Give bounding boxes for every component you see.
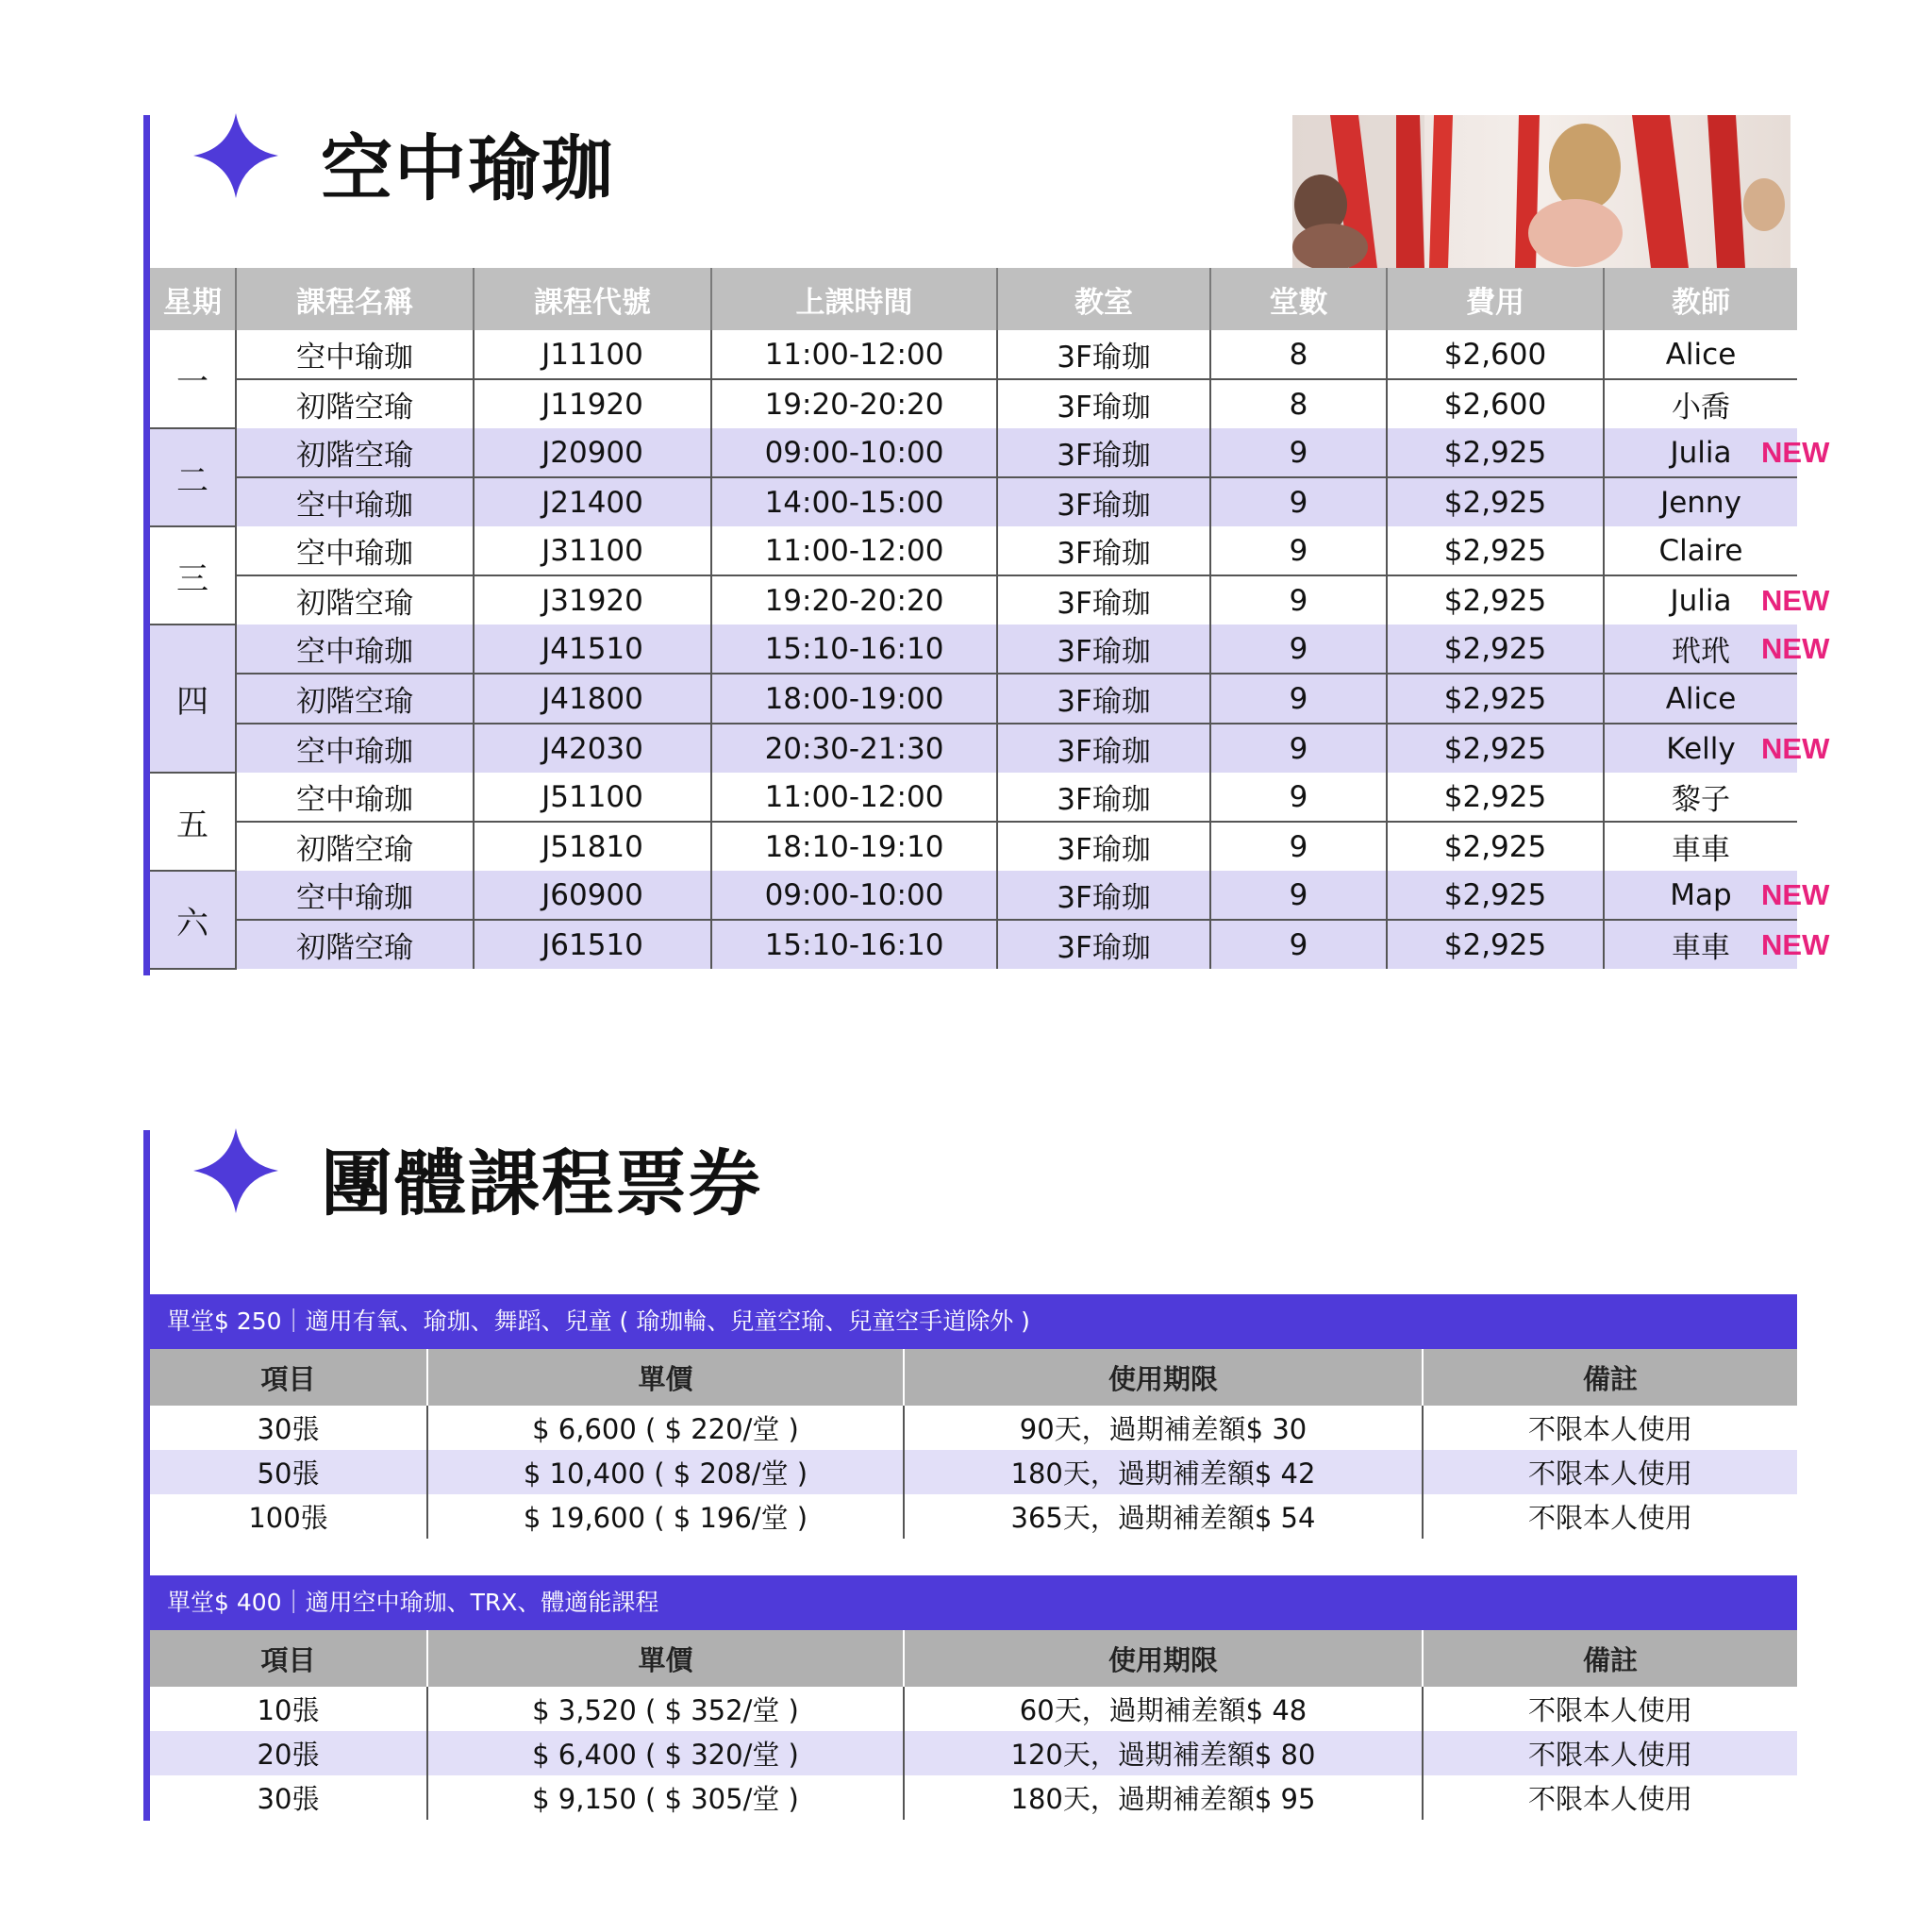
unit-price-cell: $ 6,600 ( $ 220/堂 ): [427, 1406, 904, 1450]
item-cell: 30張: [257, 1413, 320, 1445]
class-time-text: 09:00-10:00: [764, 435, 944, 470]
unit-price-cell: $ 3,520 ( $ 352/堂 ): [427, 1687, 904, 1731]
four-point-star-icon: [193, 113, 278, 198]
course-name-text: 空中瑜珈: [296, 489, 413, 523]
course-name-cell: [236, 822, 474, 871]
schedule-row: [150, 724, 1797, 773]
course-code-cell: [474, 526, 711, 575]
session-count-cell: [1210, 773, 1387, 822]
teacher-text: 車車: [1672, 931, 1730, 965]
section-accent-bar: [143, 115, 150, 975]
session-count-text: 9: [1289, 485, 1308, 520]
classroom-text: 3F瑜珈: [1057, 341, 1151, 375]
fee-cell: [1387, 674, 1604, 724]
session-count-text: 9: [1289, 877, 1308, 912]
classroom-text: 3F瑜珈: [1057, 439, 1151, 473]
ticket-table-400: [150, 1630, 1797, 1820]
classroom-cell: [997, 428, 1210, 477]
note-cell: 不限本人使用: [1423, 1687, 1797, 1731]
ticket-row: [150, 1687, 1797, 1731]
item-cell: 10張: [257, 1694, 320, 1726]
fee-cell: [1387, 920, 1604, 969]
header-validity: 使用期限: [904, 1630, 1423, 1687]
session-count-text: 9: [1289, 631, 1308, 666]
note-cell: 不限本人使用: [1423, 1731, 1797, 1775]
note-cell: 不限本人使用: [1423, 1450, 1797, 1494]
session-count-cell: [1210, 920, 1387, 969]
teacher-text: Julia: [1670, 583, 1732, 618]
class-time-text: 19:20-20:20: [764, 583, 944, 618]
schedule-row: [150, 871, 1797, 920]
class-time-cell: [711, 428, 997, 477]
class-time-text: 18:00-19:00: [764, 681, 944, 716]
course-name-cell: [236, 773, 474, 822]
course-code-text: J31100: [541, 533, 643, 568]
note-cell: 不限本人使用: [1423, 1775, 1797, 1820]
teacher-cell: [1604, 330, 1797, 379]
course-name-text: 空中瑜珈: [296, 783, 413, 817]
fee-cell: [1387, 330, 1604, 379]
course-name-text: 空中瑜珈: [296, 537, 413, 571]
course-name-cell: [236, 379, 474, 428]
schedule-row: [150, 477, 1797, 526]
header-class-time: 上課時間: [711, 268, 997, 330]
teacher-cell: [1604, 526, 1797, 575]
course-code-cell: [474, 477, 711, 526]
page-title: 空中瑜珈: [321, 126, 615, 210]
fee-cell: [1387, 526, 1604, 575]
session-count-text: 9: [1289, 435, 1308, 470]
ticket-row: [150, 1406, 1797, 1450]
classroom-text: 3F瑜珈: [1057, 783, 1151, 817]
section-accent-bar: [143, 1130, 150, 1821]
fee-cell: [1387, 871, 1604, 920]
item-cell: 100張: [248, 1502, 328, 1534]
header-unit-price: 單價: [427, 1349, 904, 1406]
teacher-text: 車車: [1672, 833, 1730, 867]
classroom-text: 3F瑜珈: [1057, 931, 1151, 965]
classroom-text: 3F瑜珈: [1057, 635, 1151, 669]
classroom-cell: [997, 526, 1210, 575]
header-item: 項目: [150, 1349, 427, 1406]
validity-cell: 90天，過期補差額$ 30: [904, 1406, 1423, 1450]
course-code-text: J11100: [541, 337, 643, 372]
schedule-row: [150, 330, 1797, 379]
teacher-cell: [1604, 575, 1830, 625]
class-time-text: 11:00-12:00: [764, 779, 944, 814]
fee-text: $2,925: [1443, 731, 1547, 766]
fee-text: $2,925: [1443, 485, 1547, 520]
class-time-text: 15:10-16:10: [764, 927, 944, 962]
course-name-text: 初階空瑜: [296, 685, 413, 719]
unit-price-cell: $ 6,400 ( $ 320/堂 ): [427, 1731, 904, 1775]
teacher-cell: [1604, 625, 1830, 674]
course-name-cell: [236, 575, 474, 625]
header-note: 備註: [1423, 1630, 1797, 1687]
header-validity: 使用期限: [904, 1349, 1423, 1406]
ticket-banner-400: 單堂$ 400｜適用空中瑜珈、TRX、體適能課程: [150, 1575, 1797, 1630]
fee-text: $2,925: [1443, 631, 1547, 666]
weekday-cell: 四: [150, 625, 236, 773]
course-name-cell: [236, 674, 474, 724]
teacher-cell: [1604, 379, 1797, 428]
class-time-text: 14:00-15:00: [764, 485, 944, 520]
class-time-cell: [711, 674, 997, 724]
validity-cell: 120天，過期補差額$ 80: [904, 1731, 1423, 1775]
course-code-text: J21400: [541, 485, 643, 520]
class-time-text: 18:10-19:10: [764, 829, 944, 864]
schedule-row: [150, 526, 1797, 575]
ticket-row: [150, 1450, 1797, 1494]
course-code-text: J41510: [541, 631, 643, 666]
fee-cell: [1387, 575, 1604, 625]
header-course-code: 課程代號: [474, 268, 711, 330]
ticket-row: [150, 1494, 1797, 1539]
classroom-text: 3F瑜珈: [1057, 685, 1151, 719]
session-count-text: 9: [1289, 681, 1308, 716]
fee-text: $2,600: [1443, 387, 1547, 422]
unit-price-cell: $ 19,600 ( $ 196/堂 ): [427, 1494, 904, 1539]
teacher-cell: [1604, 724, 1830, 773]
classroom-cell: [997, 477, 1210, 526]
schedule-row: [150, 773, 1797, 822]
fee-text: $2,925: [1443, 779, 1547, 814]
course-code-text: J20900: [541, 435, 643, 470]
teacher-text: Map: [1670, 877, 1732, 912]
header-unit-price: 單價: [427, 1630, 904, 1687]
session-count-cell: [1210, 428, 1387, 477]
ticket-table-250: [150, 1349, 1797, 1539]
course-name-cell: [236, 871, 474, 920]
fee-text: $2,925: [1443, 533, 1547, 568]
section-title: 團體課程票券: [321, 1141, 762, 1225]
fee-text: $2,925: [1443, 927, 1547, 962]
course-code-cell: [474, 428, 711, 477]
weekday-cell: 五: [150, 773, 236, 871]
class-time-text: 15:10-16:10: [764, 631, 944, 666]
course-code-cell: [474, 920, 711, 969]
schedule-row: [150, 575, 1797, 625]
class-time-text: 11:00-12:00: [764, 533, 944, 568]
header-item: 項目: [150, 1630, 427, 1687]
teacher-text: Claire: [1658, 533, 1743, 568]
validity-cell: 180天，過期補差額$ 42: [904, 1450, 1423, 1494]
classroom-cell: [997, 625, 1210, 674]
course-name-text: 空中瑜珈: [296, 735, 413, 769]
session-count-text: 9: [1289, 583, 1308, 618]
course-code-cell: [474, 575, 711, 625]
new-badge: NEW: [1761, 435, 1830, 469]
aerial-yoga-photo: [1292, 115, 1790, 268]
teacher-cell: [1604, 822, 1797, 871]
course-name-cell: [236, 625, 474, 674]
teacher-cell: [1604, 920, 1830, 969]
classroom-cell: [997, 724, 1210, 773]
classroom-cell: [997, 379, 1210, 428]
classroom-text: 3F瑜珈: [1057, 489, 1151, 523]
class-time-cell: [711, 773, 997, 822]
fee-text: $2,925: [1443, 877, 1547, 912]
weekday-cell: 一: [150, 330, 236, 428]
course-name-cell: [236, 920, 474, 969]
course-code-text: J51100: [541, 779, 643, 814]
header-course-name: 課程名稱: [236, 268, 474, 330]
classroom-text: 3F瑜珈: [1057, 537, 1151, 571]
class-time-cell: [711, 822, 997, 871]
course-name-cell: [236, 724, 474, 773]
session-count-cell: [1210, 526, 1387, 575]
schedule-header-row: [150, 268, 1797, 330]
fee-text: $2,925: [1443, 583, 1547, 618]
header-note: 備註: [1423, 1349, 1797, 1406]
new-badge: NEW: [1761, 927, 1830, 961]
course-name-text: 空中瑜珈: [296, 635, 413, 669]
fee-text: $2,925: [1443, 681, 1547, 716]
course-name-text: 初階空瑜: [296, 587, 413, 621]
teacher-text: Alice: [1665, 681, 1737, 716]
classroom-cell: [997, 575, 1210, 625]
classroom-cell: [997, 773, 1210, 822]
course-code-cell: [474, 773, 711, 822]
course-code-cell: [474, 724, 711, 773]
session-count-text: 8: [1289, 387, 1308, 422]
teacher-text: 小喬: [1672, 391, 1730, 425]
course-name-text: 初階空瑜: [296, 391, 413, 425]
note-cell: 不限本人使用: [1423, 1494, 1797, 1539]
course-code-cell: [474, 674, 711, 724]
course-name-cell: [236, 477, 474, 526]
schedule-row: [150, 674, 1797, 724]
weekday-cell: 六: [150, 871, 236, 969]
schedule-row: [150, 822, 1797, 871]
new-badge: NEW: [1761, 583, 1830, 617]
teacher-cell: [1604, 871, 1830, 920]
class-time-cell: [711, 625, 997, 674]
session-count-text: 9: [1289, 779, 1308, 814]
course-code-text: J31920: [541, 583, 643, 618]
course-code-cell: [474, 330, 711, 379]
class-time-cell: [711, 330, 997, 379]
fee-cell: [1387, 822, 1604, 871]
schedule-row: [150, 428, 1797, 477]
item-cell: 20張: [150, 1731, 427, 1775]
class-time-text: 20:30-21:30: [764, 731, 944, 766]
teacher-text: 玳玳: [1672, 635, 1730, 669]
schedule-row: [150, 625, 1797, 674]
course-code-text: J61510: [541, 927, 643, 962]
fee-text: $2,925: [1443, 435, 1547, 470]
course-code-cell: [474, 625, 711, 674]
schedule-row: [150, 920, 1797, 969]
teacher-text: Julia: [1670, 435, 1732, 470]
classroom-text: 3F瑜珈: [1057, 587, 1151, 621]
session-count-cell: [1210, 625, 1387, 674]
header-teacher: 教師: [1604, 268, 1797, 330]
classroom-cell: [997, 871, 1210, 920]
classroom-text: 3F瑜珈: [1057, 391, 1151, 425]
fee-cell: [1387, 773, 1604, 822]
classroom-text: 3F瑜珈: [1057, 735, 1151, 769]
session-count-text: 9: [1289, 927, 1308, 962]
validity-cell: 180天，過期補差額$ 95: [904, 1775, 1423, 1820]
weekday-cell: 二: [150, 428, 236, 526]
class-time-cell: [711, 379, 997, 428]
ticket-banner-250: 單堂$ 250｜適用有氧、瑜珈、舞蹈、兒童 ( 瑜珈輪、兒童空瑜、兒童空手道除外 ): [150, 1294, 1797, 1349]
teacher-cell: [1604, 773, 1797, 822]
course-code-text: J41800: [541, 681, 643, 716]
teacher-text: Alice: [1665, 337, 1737, 372]
session-count-cell: [1210, 379, 1387, 428]
session-count-cell: [1210, 674, 1387, 724]
new-badge: NEW: [1761, 731, 1830, 765]
course-name-text: 初階空瑜: [296, 833, 413, 867]
class-time-text: 09:00-10:00: [764, 877, 944, 912]
class-time-text: 19:20-20:20: [764, 387, 944, 422]
session-count-text: 9: [1289, 731, 1308, 766]
session-count-cell: [1210, 330, 1387, 379]
new-badge: NEW: [1761, 631, 1830, 665]
class-time-cell: [711, 920, 997, 969]
course-code-text: J60900: [541, 877, 643, 912]
class-time-cell: [711, 477, 997, 526]
session-count-cell: [1210, 822, 1387, 871]
fee-cell: [1387, 428, 1604, 477]
fee-cell: [1387, 379, 1604, 428]
fee-text: $2,925: [1443, 829, 1547, 864]
class-time-cell: [711, 526, 997, 575]
teacher-text: 黎子: [1672, 783, 1730, 817]
session-count-text: 9: [1289, 829, 1308, 864]
classroom-cell: [997, 330, 1210, 379]
schedule-row: [150, 379, 1797, 428]
session-count-cell: [1210, 724, 1387, 773]
unit-price-cell: $ 10,400 ( $ 208/堂 ): [427, 1450, 904, 1494]
classroom-cell: [997, 920, 1210, 969]
header-session-count: 堂數: [1210, 268, 1387, 330]
course-name-cell: [236, 428, 474, 477]
course-name-text: 初階空瑜: [296, 931, 413, 965]
classroom-text: 3F瑜珈: [1057, 881, 1151, 915]
header-fee: 費用: [1387, 268, 1604, 330]
validity-cell: 60天，過期補差額$ 48: [904, 1687, 1423, 1731]
ticket-header-row: [150, 1630, 1797, 1687]
teacher-cell: [1604, 674, 1797, 724]
course-name-text: 初階空瑜: [296, 439, 413, 473]
course-name-text: 空中瑜珈: [296, 881, 413, 915]
new-badge: NEW: [1761, 877, 1830, 911]
schedule-body: [150, 330, 1830, 969]
course-code-cell: [474, 871, 711, 920]
header-classroom: 教室: [997, 268, 1210, 330]
teacher-text: Jenny: [1660, 485, 1741, 520]
class-time-cell: [711, 724, 997, 773]
fee-cell: [1387, 724, 1604, 773]
class-time-cell: [711, 871, 997, 920]
course-code-cell: [474, 822, 711, 871]
four-point-star-icon: [193, 1128, 278, 1213]
schedule-table: [150, 268, 1830, 970]
item-cell: 30張: [257, 1783, 320, 1815]
teacher-cell: [1604, 477, 1797, 526]
session-count-text: 8: [1289, 337, 1308, 372]
fee-cell: [1387, 477, 1604, 526]
course-name-cell: [236, 330, 474, 379]
session-count-cell: [1210, 477, 1387, 526]
unit-price-cell: $ 9,150 ( $ 305/堂 ): [427, 1775, 904, 1820]
ticket-row: [150, 1731, 1797, 1775]
item-cell: 50張: [150, 1450, 427, 1494]
course-name-text: 空中瑜珈: [296, 341, 413, 375]
course-code-text: J42030: [541, 731, 643, 766]
session-count-cell: [1210, 575, 1387, 625]
teacher-cell: [1604, 428, 1830, 477]
course-name-cell: [236, 526, 474, 575]
course-code-text: J51810: [541, 829, 643, 864]
session-count-cell: [1210, 871, 1387, 920]
weekday-cell: 三: [150, 526, 236, 625]
header-weekday: 星期: [150, 268, 236, 330]
classroom-cell: [997, 822, 1210, 871]
class-time-text: 11:00-12:00: [764, 337, 944, 372]
fee-cell: [1387, 625, 1604, 674]
classroom-text: 3F瑜珈: [1057, 833, 1151, 867]
fee-text: $2,600: [1443, 337, 1547, 372]
session-count-text: 9: [1289, 533, 1308, 568]
classroom-cell: [997, 674, 1210, 724]
course-code-cell: [474, 379, 711, 428]
ticket-header-row: [150, 1349, 1797, 1406]
note-cell: 不限本人使用: [1423, 1406, 1797, 1450]
validity-cell: 365天，過期補差額$ 54: [904, 1494, 1423, 1539]
class-time-cell: [711, 575, 997, 625]
ticket-row: [150, 1775, 1797, 1820]
course-code-text: J11920: [541, 387, 643, 422]
teacher-text: Kelly: [1666, 731, 1736, 766]
